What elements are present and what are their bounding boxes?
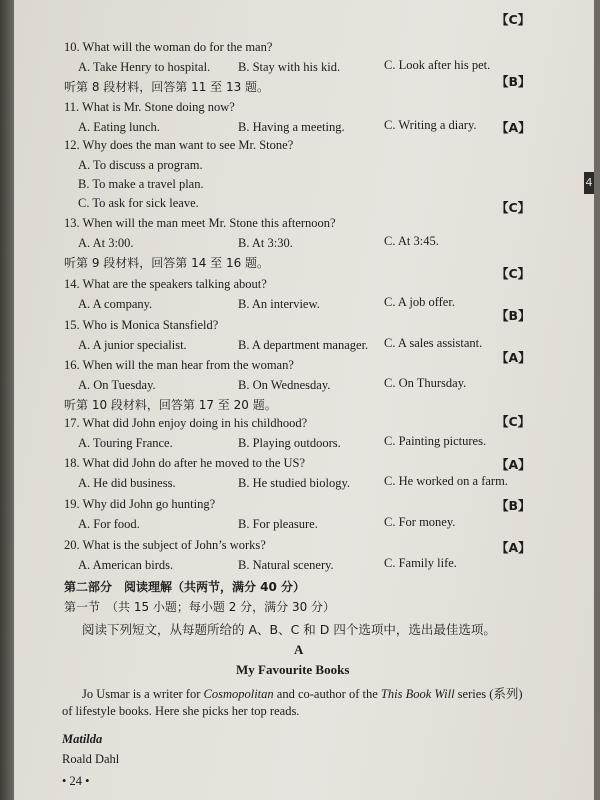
page-number: • 24 • (62, 774, 90, 788)
option-b: B. A department manager. (238, 338, 369, 352)
option-b: B. For pleasure. (238, 517, 318, 531)
book-title: Matilda (62, 732, 103, 746)
passage-intro-line-2: of lifestyle books. Here she picks her top reads. (62, 704, 300, 718)
option-a: A. A junior specialist. (78, 338, 187, 352)
option-c: C. To ask for sick leave. (78, 196, 199, 210)
question-stem: 15. Who is Monica Stansfield? (64, 318, 219, 332)
answer-mark: 【A】 (496, 457, 531, 472)
page-edge-shadow (0, 0, 14, 800)
option-b: B. Having a meeting. (238, 120, 345, 134)
option-c: C. A job offer. (384, 295, 455, 309)
question-stem: 17. What did John enjoy doing in his childhood? (64, 416, 308, 430)
option-c: C. A sales assistant. (384, 336, 483, 350)
part-two-heading: 第二部分 阅读理解（共两节，满分 40 分） (64, 580, 306, 594)
question-stem: 20. What is the subject of John’s works? (64, 538, 266, 552)
option-c: C. Writing a diary. (384, 118, 477, 132)
answer-mark: 【C】 (496, 266, 531, 281)
book-author: Roald Dahl (62, 752, 120, 766)
option-b: B. Playing outdoors. (238, 436, 341, 450)
answer-mark: 【A】 (496, 120, 531, 135)
answer-mark: 【C】 (496, 200, 531, 215)
option-b: B. Stay with his kid. (238, 60, 341, 74)
passage-letter: A (294, 642, 304, 657)
option-a: A. A company. (78, 297, 153, 311)
passage-intro-line-1 (82, 684, 523, 702)
option-b: B. To make a travel plan. (78, 177, 204, 191)
section-header-8: 听第 8 段材料，回答第 11 至 13 题。 (64, 80, 270, 94)
answer-mark: 【B】 (496, 498, 531, 513)
option-c: C. At 3:45. (384, 234, 439, 248)
question-stem: 13. When will the man meet Mr. Stone this afternoon? (64, 216, 336, 230)
passage-title: My Favourite Books (236, 662, 350, 677)
question-stem: 18. What did John do after he moved to the US? (64, 456, 306, 470)
option-c: C. Look after his pet. (384, 58, 491, 72)
question-stem: 12. Why does the man want to see Mr. Stone? (64, 138, 294, 152)
question-stem: 16. When will the man hear from the woman? (64, 358, 294, 372)
answer-mark: 【A】 (496, 350, 531, 365)
answer-mark: 【A】 (496, 540, 531, 555)
answer-mark: 【C】 (496, 414, 531, 429)
option-c: C. On Thursday. (384, 376, 467, 390)
section-header-9: 听第 9 段材料，回答第 14 至 16 题。 (64, 256, 270, 270)
option-a: A. For food. (78, 517, 140, 531)
intro-text-3: series (系列) (454, 687, 523, 701)
reading-instruction: 阅读下列短文，从每题所给的 A、B、C 和 D 四个选项中，选出最佳选项。 (82, 622, 496, 637)
question-stem: 14. What are the speakers talking about? (64, 277, 267, 291)
option-b: B. He studied biology. (238, 476, 351, 490)
intro-text-2: and co-author of the (273, 687, 381, 701)
series-name: This Book Will (380, 687, 455, 701)
option-b: B. Natural scenery. (238, 558, 334, 572)
option-a: A. At 3:00. (78, 236, 134, 250)
option-c: C. Family life. (384, 556, 457, 570)
option-b: B. An interview. (238, 297, 320, 311)
option-c: C. Painting pictures. (384, 434, 487, 448)
option-a: A. Take Henry to hospital. (78, 60, 211, 74)
magazine-name: Cosmopolitan (203, 687, 274, 701)
section-one-heading: 第一节 （共 15 小题；每小题 2 分，满分 30 分） (64, 600, 336, 614)
option-a: A. Eating lunch. (78, 120, 160, 134)
option-b: B. At 3:30. (238, 236, 293, 250)
answer-mark-9: 【C】 (496, 12, 531, 27)
answer-mark: 【B】 (496, 74, 531, 89)
option-c: C. He worked on a farm. (384, 474, 508, 488)
question-stem: 10. What will the woman do for the man? (64, 40, 273, 54)
option-a: A. American birds. (78, 558, 174, 572)
section-header-10: 听第 10 段材料，回答第 17 至 20 题。 (64, 398, 277, 412)
option-b: B. On Wednesday. (238, 378, 331, 392)
question-stem: 19. Why did John go hunting? (64, 497, 216, 511)
page-tab-marker: 4 (584, 172, 594, 194)
answer-mark: 【B】 (496, 308, 531, 323)
option-a: A. On Tuesday. (78, 378, 156, 392)
question-stem: 11. What is Mr. Stone doing now? (64, 100, 235, 114)
option-a: A. He did business. (78, 476, 176, 490)
intro-text-1: Jo Usmar is a writer for (82, 687, 204, 701)
option-c: C. For money. (384, 515, 456, 529)
option-a: A. To discuss a program. (78, 158, 203, 172)
option-a: A. Touring France. (78, 436, 173, 450)
